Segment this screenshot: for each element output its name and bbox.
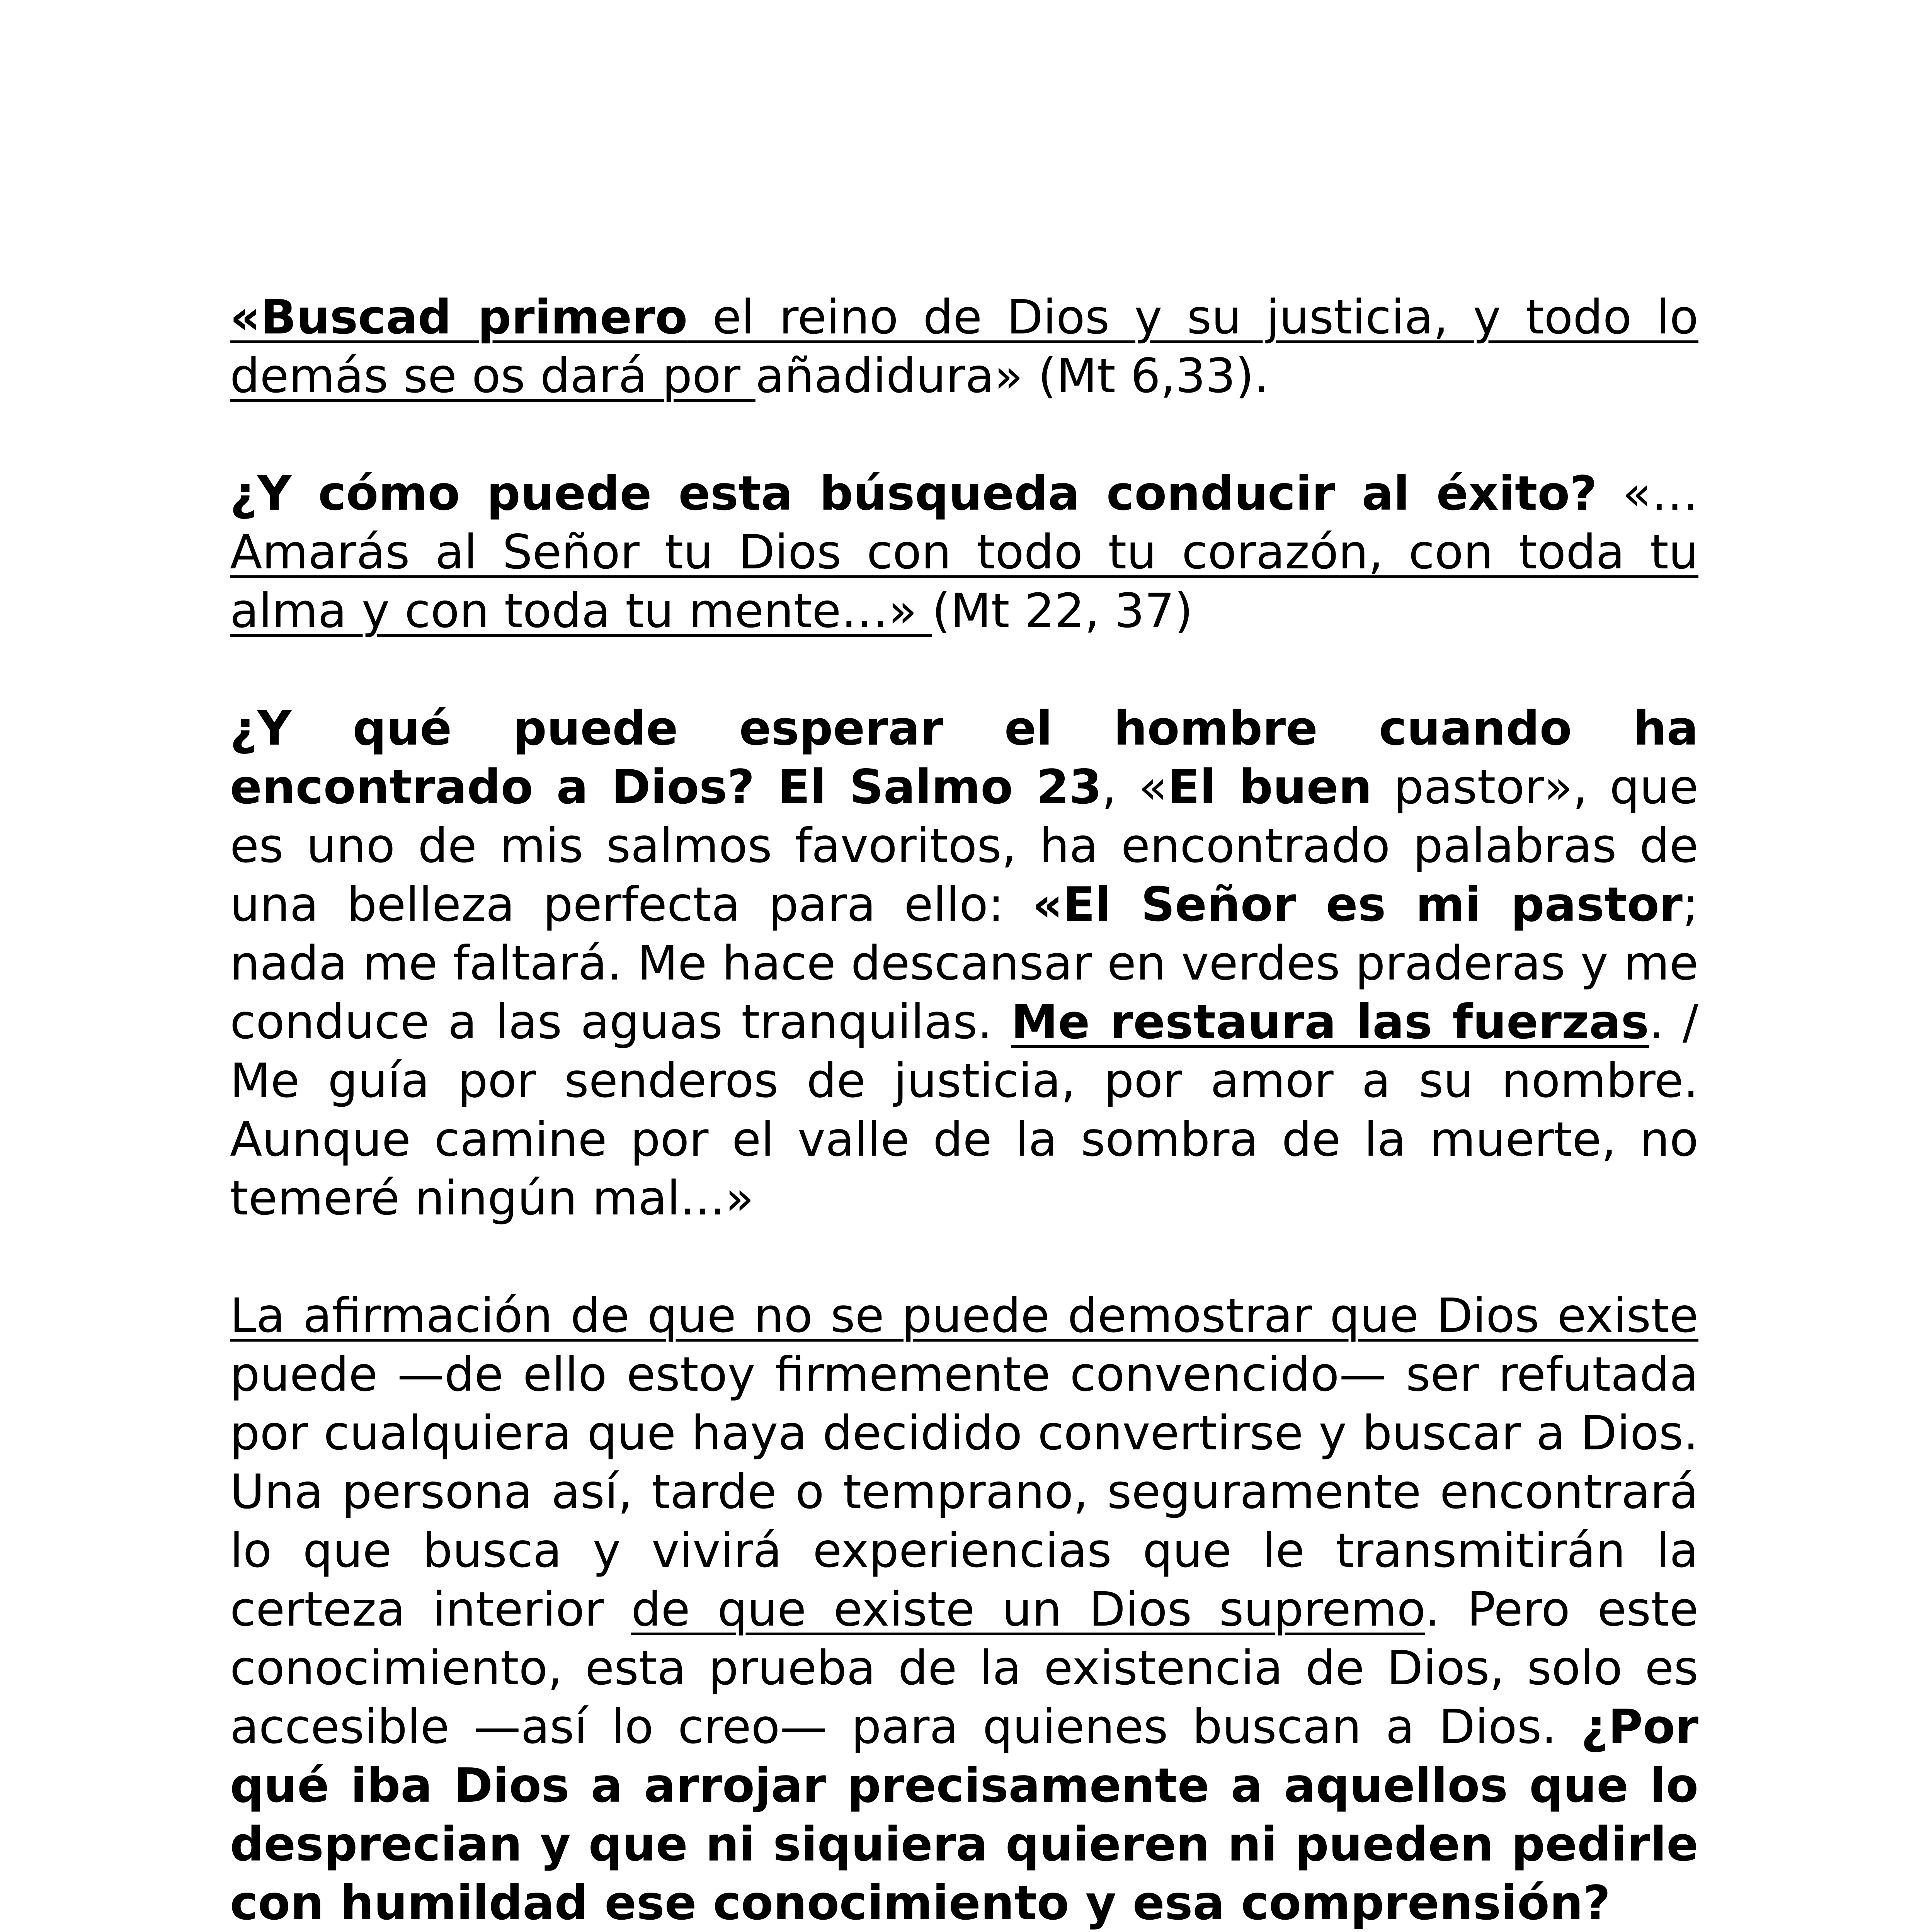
paragraph-como-puede — [230, 464, 1698, 640]
text-segment: «El Señor es mi pastor — [1032, 877, 1683, 932]
text-segment: ¿Por qué iba Dios a arrojar precisamente a aquellos que lo desprecian y que ni siquiera quieren ni pueden pedirle con humildad ese conocimiento y esa comprensión? — [230, 1699, 1698, 1930]
text-segment: , « — [1102, 760, 1168, 815]
text-segment: «Buscad primero — [230, 290, 688, 345]
text-segment: . Pero este conocimiento, esta prueba de la existencia de Dios, solo es accesible —así lo creo— para quienes buscan a Dios. — [230, 1582, 1698, 1754]
text-segment: ¿Y qué puede esperar el hombre cuando ha encontrado a Dios? El Salmo 23 — [230, 701, 1698, 815]
paragraph-buscad-primero — [230, 288, 1698, 405]
text-segment: «… — [1597, 466, 1699, 521]
paragraph-salmo-23 — [230, 699, 1698, 1228]
text-segment: de que existe un Dios supremo — [631, 1582, 1425, 1637]
text-segment: el reino de Dios y su justicia — [687, 290, 1433, 345]
text-segment: pastor», que es uno de mis salmos favoritos, ha encontrado palabras de una belleza perfecta para ello: — [230, 760, 1699, 932]
text-segment: La afirmación de que no se puede demostrar que Dios existe — [230, 1288, 1698, 1343]
text-segment: Me restaura las fuerzas — [1011, 995, 1649, 1049]
text-segment: ; nada me faltará. Me hace descansar en verdes praderas y me conduce a las aguas tranquilas. — [230, 877, 1699, 1049]
text-segment: añadidura» (Mt 6,33). — [755, 349, 1269, 403]
text-segment: ¿Y cómo puede esta búsqueda conducir al éxito? — [230, 466, 1597, 521]
text-segment: , y todo lo demás se os dará por — [230, 290, 1698, 403]
text-segment: puede —de ello estoy firmemente convencido— ser refutada por cualquiera que haya decidido convertirse y buscar a Dios. Una persona así, tarde o temprano, seguramente encontrará lo que busca y vivirá experiencias que le transmitirán la certeza interior — [230, 1347, 1698, 1637]
text-segment: Amarás al Señor tu Dios con todo tu corazón, con toda tu alma y con toda tu mente…» — [230, 525, 1698, 638]
document-body — [230, 288, 1698, 1932]
paragraph-afirmacion — [230, 1286, 1698, 1932]
text-segment: (Mt 22, 37) — [932, 583, 1193, 638]
text-segment: El buen — [1167, 760, 1372, 815]
text-segment: . / Me guía por senderos de justicia, por amor a su nombre. Aunque camine por el valle de la sombra de la muerte, no temeré ningún mal...» — [230, 995, 1698, 1226]
